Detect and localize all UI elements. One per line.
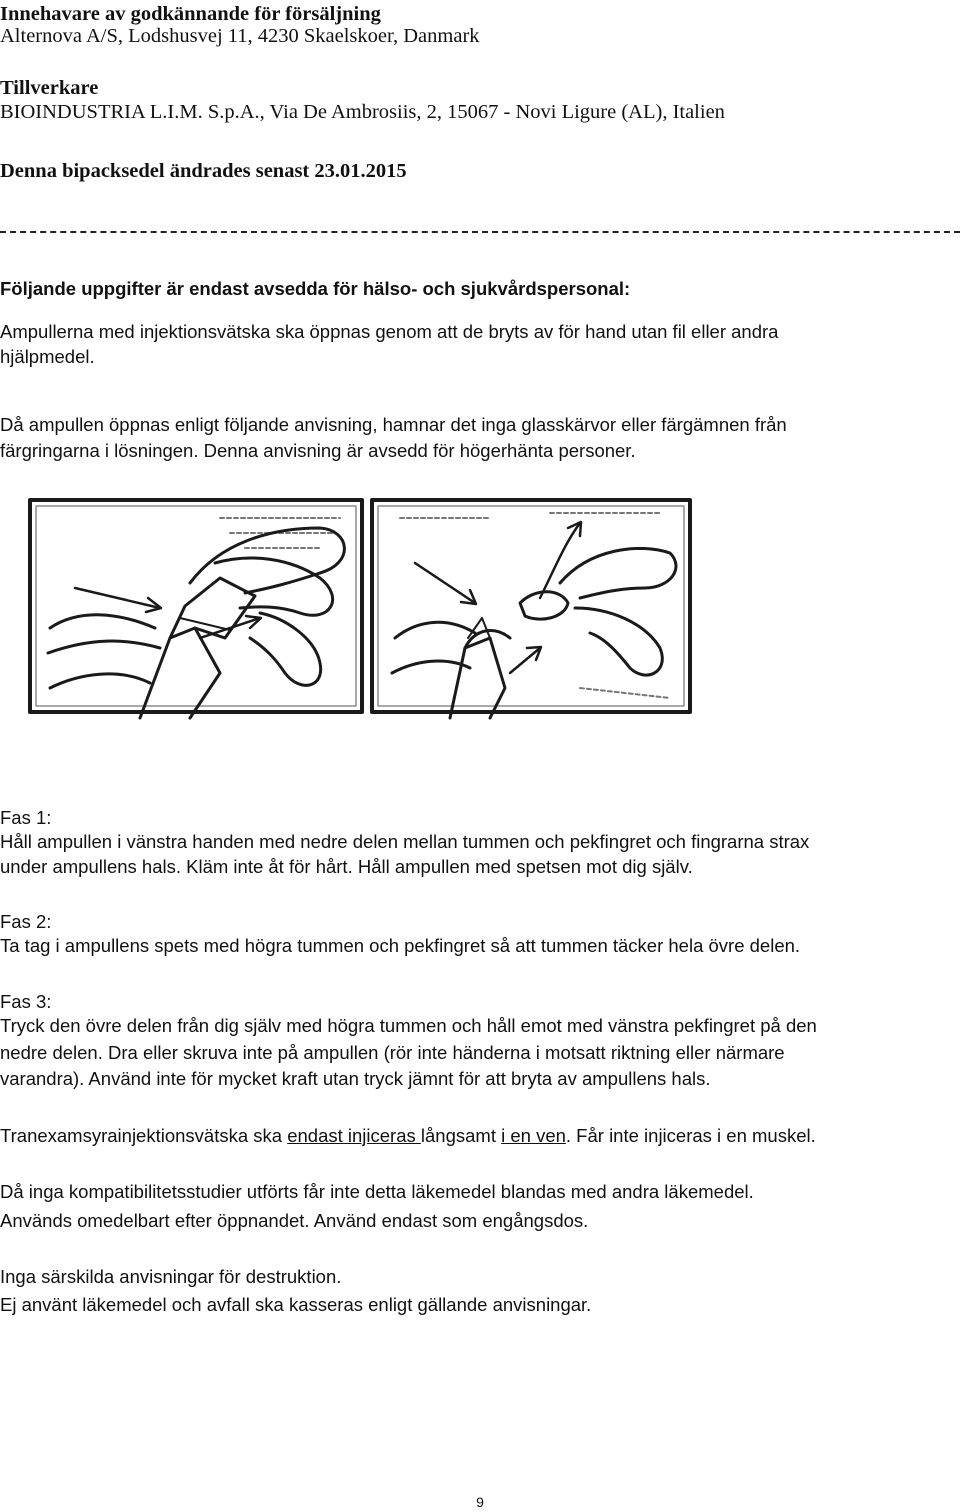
professional-heading: Följande uppgifter är endast avsedda för hälso- och sjukvårdspersonal:: [0, 278, 631, 299]
manufacturer-title: Tillverkare: [0, 77, 99, 99]
phase-3-label: Fas 3:: [0, 991, 52, 1012]
page-number: 9: [476, 1494, 484, 1510]
phase-3-line2: nedre delen. Dra eller skruva inte på ampullen (rör inte händerna i motsatt riktning eller närmare: [0, 1042, 785, 1063]
holder-title: Innehavare av godkännande för försäljning: [0, 3, 381, 25]
injection-text-pre: Tranexamsyrainjektionsvätska ska: [0, 1125, 288, 1146]
phase-3-line1: Tryck den övre delen från dig själv med högra tummen och håll emot med vänstra pekfingret på den: [0, 1015, 817, 1036]
illustration-step-2: [372, 500, 690, 718]
instruction-paragraph-line1: Då ampullen öppnas enligt följande anvisning, hamnar det inga glasskärvor eller färgämnen från: [0, 414, 787, 435]
phase-1-line2: under ampullens hals. Kläm inte åt för hårt. Håll ampullen med spetsen mot dig själv.: [0, 856, 693, 877]
manufacturer-address: BIOINDUSTRIA L.I.M. S.p.A., Via De Ambrosiis, 2, 15067 - Novi Ligure (AL), Italien: [0, 101, 725, 123]
ampoule-opening-illustration: [20, 488, 700, 726]
ampoule-paragraph-line2: hjälpmedel.: [0, 346, 95, 367]
illustration-step-1: [30, 500, 362, 718]
usage-line: Används omedelbart efter öppnandet. Använd endast som engångsdos.: [0, 1210, 589, 1231]
disposal-line-2: Ej använt läkemedel och avfall ska kasseras enligt gällande anvisningar.: [0, 1294, 592, 1315]
phase-1-label: Fas 1:: [0, 807, 52, 828]
injection-text-post: . Får inte injiceras i en muskel.: [565, 1125, 816, 1146]
disposal-line-1: Inga särskilda anvisningar för destruktion.: [0, 1266, 342, 1287]
section-divider: [0, 231, 960, 233]
ampoule-paragraph-line1: Ampullerna med injektionsvätska ska öppnas genom att de bryts av för hand utan fil eller andra: [0, 321, 779, 342]
phase-3-line3: varandra). Använd inte för mycket kraft utan tryck jämnt för att bryta av ampullens hals.: [0, 1068, 711, 1089]
phase-2-line1: Ta tag i ampullens spets med högra tummen och pekfingret så att tummen täcker hela övre delen.: [0, 935, 801, 956]
injection-route-line: [0, 1124, 816, 1148]
phase-1-line1: Håll ampullen i vänstra handen med nedre delen mellan tummen och pekfingret och fingrarna strax: [0, 831, 810, 852]
injection-text-underlined-2: i en ven: [501, 1125, 566, 1146]
holder-address: Alternova A/S, Lodshusvej 11, 4230 Skaelskoer, Danmark: [0, 25, 480, 47]
revision-date: Denna bipacksedel ändrades senast 23.01.2015: [0, 160, 407, 182]
injection-text-mid: långsamt: [420, 1125, 502, 1146]
compatibility-line: Då inga kompatibilitetsstudier utförts får inte detta läkemedel blandas med andra läkemedel.: [0, 1181, 754, 1202]
phase-2-label: Fas 2:: [0, 911, 52, 932]
injection-text-underlined-1: endast injiceras: [287, 1125, 421, 1146]
instruction-paragraph-line2: färgringarna i lösningen. Denna anvisning är avsedd för högerhänta personer.: [0, 440, 636, 461]
